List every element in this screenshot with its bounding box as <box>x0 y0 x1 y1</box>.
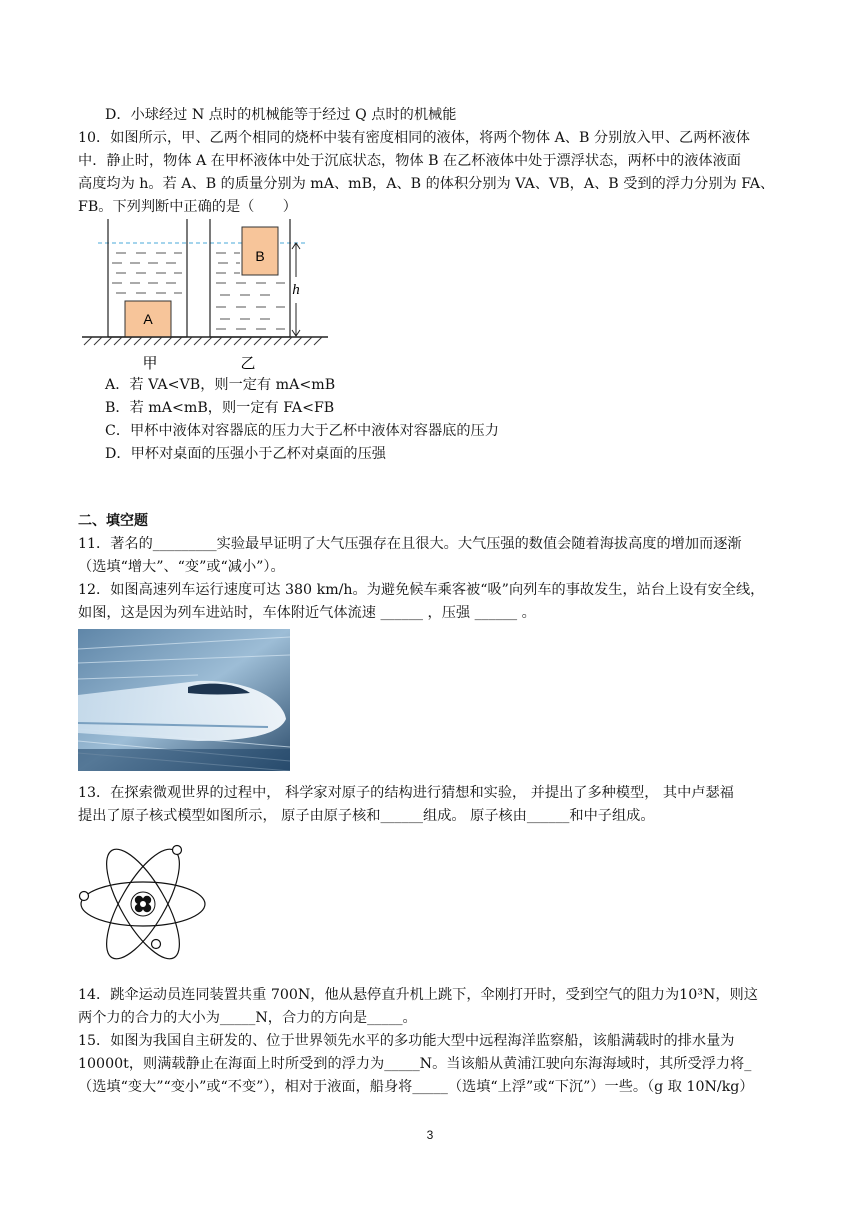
q10-option-d: D．甲杯对桌面的压强小于乙杯对桌面的压强 <box>105 446 386 462</box>
block-b-label: B <box>255 248 265 264</box>
q14-line-1: 14．跳伞运动员连同装置共重 700N，他从悬停直升机上跳下，伞刚打开时，受到空气的阻力为10³N，则这 <box>78 987 758 1003</box>
atom-model-figure <box>76 830 210 976</box>
page-number: 3 <box>426 1128 434 1142</box>
q10-stem-line-4: FB。下列判断中正确的是（ ） <box>78 199 297 215</box>
q14-line-2: 两个力的合力的大小为_____N，合力的方向是_____。 <box>78 1010 417 1026</box>
beaker-jia <box>108 219 187 337</box>
q10-option-a: A．若 VA<VB，则一定有 mA<mB <box>105 377 336 393</box>
q10-stem-line-1: 10．如图所示，甲、乙两个相同的烧杯中装有密度相同的液体，将两个物体 A、B 分别放入甲、乙两杯液体 <box>78 130 750 146</box>
q12-line-2: 如图，这是因为列车进站时，车体附近气体流速 ______ ，压强 ______ 。 <box>78 605 536 621</box>
electrons <box>80 846 182 949</box>
q11-line-2: （选填“增大”、“变”或“减小”）。 <box>78 559 285 575</box>
height-label: h <box>292 282 300 298</box>
cup-yi-label: 乙 <box>240 354 256 372</box>
q10-stem-line-2: 中．静止时，物体 A 在甲杯液体中处于沉底状态，物体 B 在乙杯液体中处于漂浮状态，两杯中的液体液面 <box>78 153 741 169</box>
q10-option-b: B．若 mA<mB，则一定有 FA<FB <box>105 400 335 416</box>
section-title: 二、填空题 <box>78 513 148 529</box>
nucleus <box>131 892 155 916</box>
beakers-figure <box>80 215 330 375</box>
q10-option-c: C．甲杯中液体对容器底的压力大于乙杯中液体对容器底的压力 <box>105 423 499 439</box>
ground-hatching <box>84 337 322 345</box>
q10-stem-line-3: 高度均为 h。若 A、B 的质量分别为 mA、mB，A、B 的体积分别为 VA、VB，A、B 受到的浮力分别为 FA、 <box>78 176 775 192</box>
q15-line-1: 15．如图为我国自主研发的、位于世界领先水平的多功能大型中远程海洋监察船，该船满载时的排水量为 <box>78 1033 735 1049</box>
q11-line-1: 11．著名的_________实验最早证明了大气压强存在且很大。大气压强的数值会随着海拔高度的增加而逐渐 <box>78 536 742 552</box>
q12-line-1: 12．如图高速列车运行速度可达 380 km/h。为避免候车乘客被“吸”向列车的事故发生，站台上设有安全线， <box>78 582 765 598</box>
q15-line-2: 10000t，则满载静止在海面上时所受到的浮力为_____N。当该船从黄浦江驶向东海海域时，其所受浮力将_ <box>78 1056 752 1072</box>
beaker-yi <box>210 219 290 337</box>
q9-option-d: D．小球经过 N 点时的机械能等于经过 Q 点时的机械能 <box>105 107 457 123</box>
q13-line-2: 提出了原子核式模型如图所示， 原子由原子核和______组成。 原子核由______和中子组成。 <box>78 808 655 824</box>
q15-line-3: （选填“变大”“变小”或“不变”），相对于液面，船身将_____（选填“上浮”或“下沉”）一些。（g 取 10N/kg） <box>78 1079 754 1095</box>
cup-jia-label: 甲 <box>142 354 158 372</box>
block-a-label: A <box>143 311 153 327</box>
q13-line-1: 13．在探索微观世界的过程中， 科学家对原子的结构进行猜想和实验， 并提出了多种模型， 其中卢瑟福 <box>78 785 734 801</box>
high-speed-train-photo <box>78 629 290 771</box>
